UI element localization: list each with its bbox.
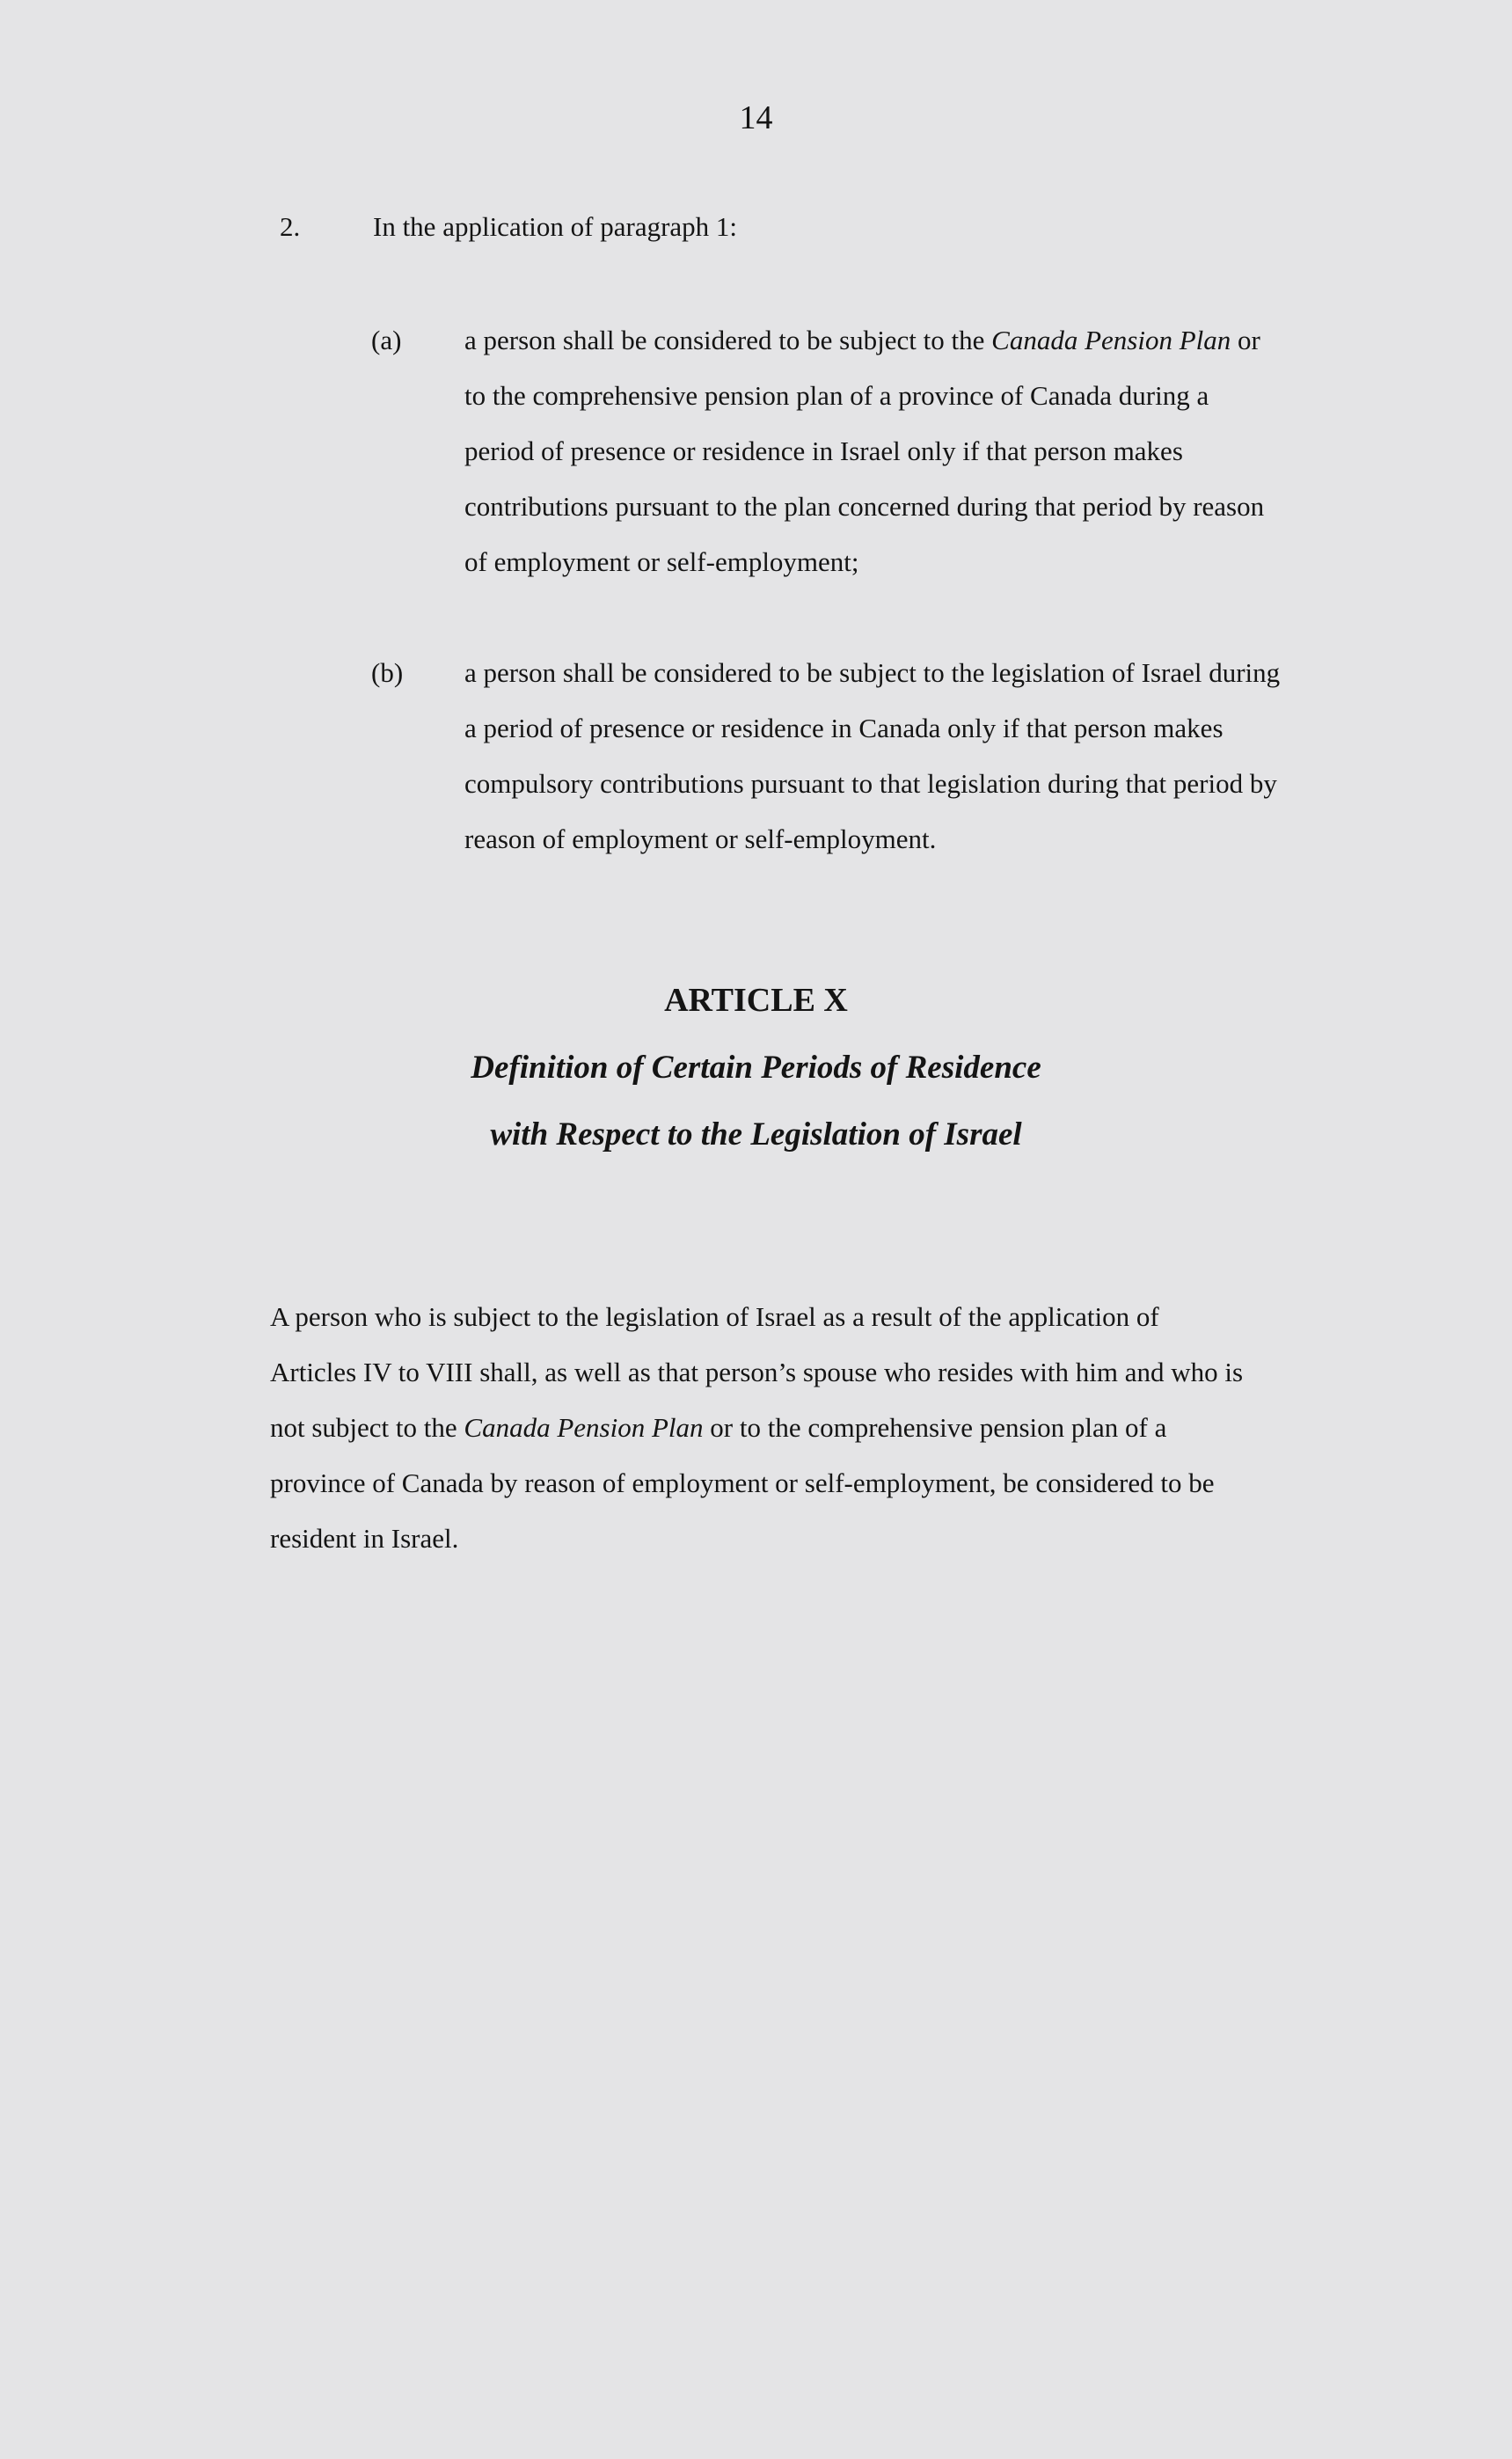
plan-name: Canada Pension Plan (464, 1412, 704, 1443)
item-b-line-3: compulsory contributions pursuant to that legislation during that period by (464, 768, 1277, 799)
item-a-line-5: of employment or self-employment; (464, 546, 859, 577)
body-line-1: A person who is subject to the legislation of Israel as a result of the application of (270, 1301, 1159, 1332)
article-title: ARTICLE X (664, 982, 848, 1019)
item-b-label: (b) (371, 657, 404, 688)
body-line-3: not subject to the Canada Pension Plan or to the comprehensive pension plan of a (270, 1412, 1167, 1443)
body-line-2: Articles IV to VIII shall, as well as that person’s spouse who resides with him and who is (270, 1357, 1244, 1387)
page-number: 14 (739, 99, 773, 136)
body-line-5: resident in Israel. (270, 1523, 459, 1554)
item-b-text (464, 645, 1397, 867)
paragraph-number: 2. (280, 211, 301, 242)
item-b-line-1: a person shall be considered to be subject to the legislation of Israel during (464, 657, 1281, 688)
item-a-label: (a) (371, 325, 402, 355)
article-subtitle-2: with Respect to the Legislation of Israel (490, 1116, 1022, 1153)
body-line-4: province of Canada by reason of employment or self-employment, be considered to be (270, 1467, 1215, 1498)
item-b-line-4: reason of employment or self-employment. (464, 823, 937, 854)
item-a-text (464, 312, 1397, 589)
article-subtitle-1: Definition of Certain Periods of Residence (471, 1050, 1041, 1086)
article-body (270, 1289, 1378, 1566)
item-a-line-3: period of presence or residence in Israel only if that person makes (464, 435, 1183, 466)
item-a-line-2: to the comprehensive pension plan of a province of Canada during a (464, 380, 1209, 411)
plan-name: Canada Pension Plan (991, 325, 1231, 355)
item-a-line-4: contributions pursuant to the plan concerned during that period by reason (464, 491, 1265, 522)
item-b-line-2: a period of presence or residence in Canada only if that person makes (464, 713, 1223, 743)
paragraph-intro: In the application of paragraph 1: (373, 211, 738, 242)
item-a-line-1: a person shall be considered to be subject to the Canada Pension Plan or (464, 325, 1260, 355)
